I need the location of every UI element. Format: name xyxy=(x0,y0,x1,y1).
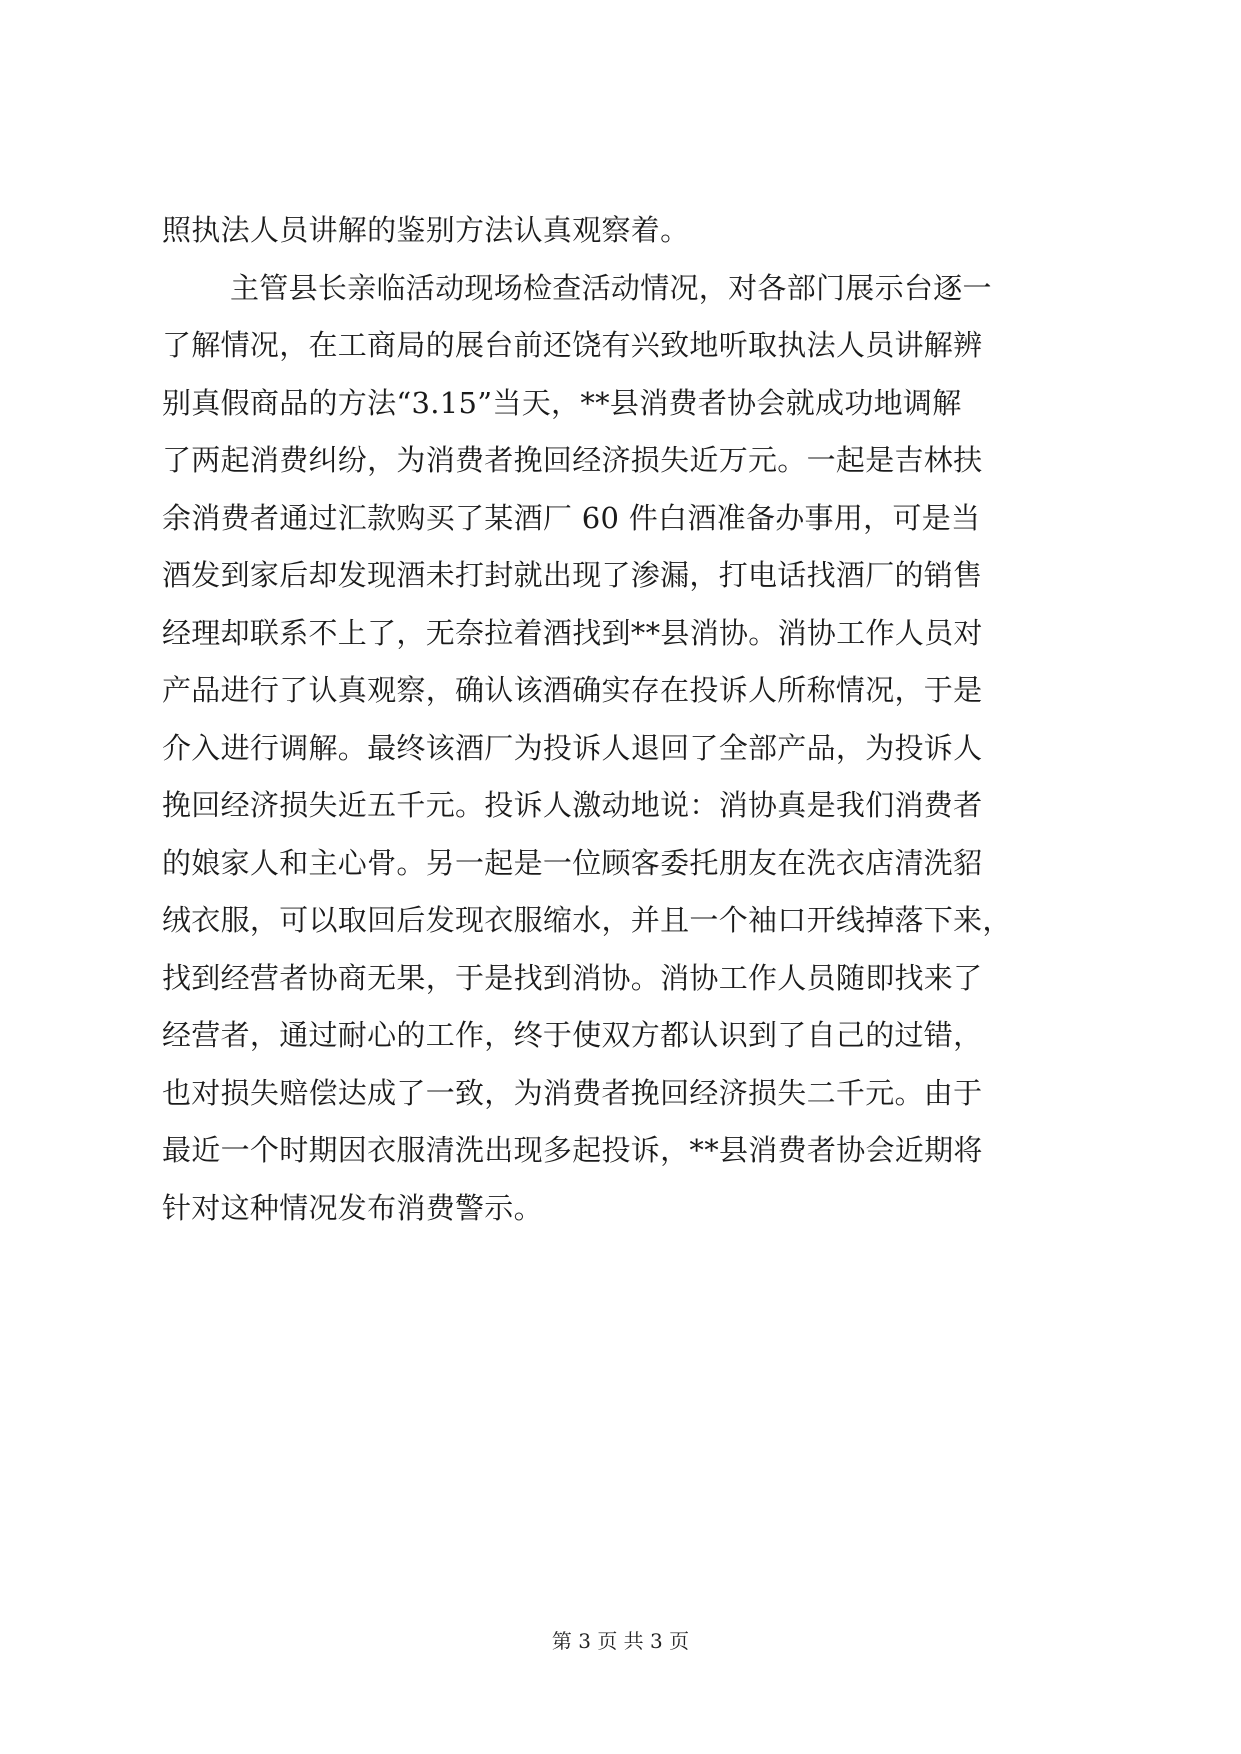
text-line: 最近一个时期因衣服清洗出现多起投诉，**县消费者协会近期将 xyxy=(162,1133,983,1167)
text-line: 也对损失赔偿达成了一致，为消费者挽回经济损失二千元。由于 xyxy=(162,1075,983,1110)
text-line: 经营者，通过耐心的工作，终于使双方都认识到了自己的过错， xyxy=(162,1018,983,1052)
text-line: 照执法人员讲解的鉴别方法认真观察着。 xyxy=(162,213,690,247)
text-line: 经理却联系不上了，无奈拉着酒找到**县消协。消协工作人员对 xyxy=(162,615,983,650)
text-line: 找到经营者协商无果，于是找到消协。消协工作人员随即找来了 xyxy=(162,960,983,995)
text-line: 挽回经济损失近五千元。投诉人激动地说：消协真是我们消费者 xyxy=(162,788,983,822)
text-line: 绒衣服，可以取回后发现衣服缩水，并且一个袖口开线掉落下来， xyxy=(162,903,1012,937)
text-line: 的娘家人和主心骨。另一起是一位顾客委托朋友在洗衣店清洗貂 xyxy=(162,845,983,880)
text-line: 余消费者通过汇款购买了某酒厂 60 件白酒准备办事用，可是当 xyxy=(162,500,981,535)
text-line: 了解情况，在工商局的展台前还饶有兴致地听取执法人员讲解辨 xyxy=(162,328,983,362)
text-line: 了两起消费纠纷，为消费者挽回经济损失近万元。一起是吉林扶 xyxy=(162,443,983,477)
text-line: 酒发到家后却发现酒未打封就出现了渗漏，打电话找酒厂的销售 xyxy=(162,558,983,592)
text-line: 别真假商品的方法“3.15”当天，**县消费者协会就成功地调解 xyxy=(162,385,962,420)
text-line: 介入进行调解。最终该酒厂为投诉人退回了全部产品，为投诉人 xyxy=(162,730,983,765)
text-line: 产品进行了认真观察，确认该酒确实存在投诉人所称情况，于是 xyxy=(162,673,983,707)
page-number-footer: 第 3 页 共 3 页 xyxy=(551,1629,690,1653)
body-text xyxy=(162,202,1092,1237)
text-line: 主管县长亲临活动现场检查活动情况，对各部门展示台逐一 xyxy=(230,270,992,305)
text-line: 针对这种情况发布消费警示。 xyxy=(162,1190,543,1225)
